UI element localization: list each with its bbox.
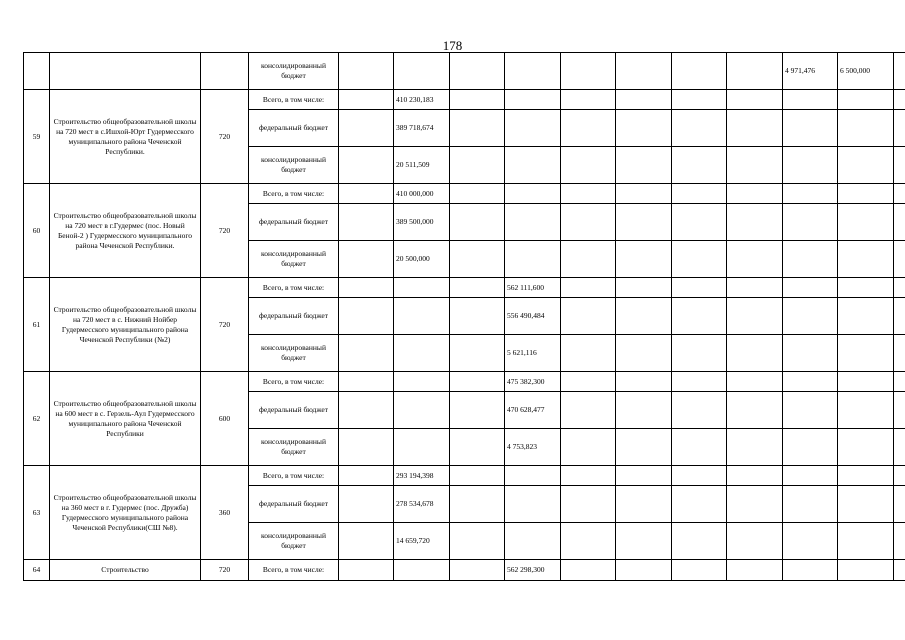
amount-cell bbox=[339, 278, 394, 298]
amount-cell bbox=[838, 372, 894, 392]
amount-cell bbox=[505, 204, 561, 241]
amount-cell bbox=[450, 90, 505, 110]
amount-cell bbox=[450, 53, 505, 90]
funding-source: федеральный бюджет bbox=[249, 204, 339, 241]
amount-cell bbox=[894, 335, 905, 372]
amount-cell bbox=[616, 110, 672, 147]
amount-cell bbox=[616, 429, 672, 466]
funding-source: федеральный бюджет bbox=[249, 486, 339, 523]
table-row bbox=[24, 184, 905, 204]
amount-cell bbox=[838, 184, 894, 204]
funding-source: федеральный бюджет bbox=[249, 392, 339, 429]
amount-cell bbox=[505, 241, 561, 278]
amount-cell bbox=[339, 560, 394, 581]
project-number: 61 bbox=[24, 278, 50, 372]
amount-cell bbox=[394, 429, 450, 466]
amount-cell bbox=[616, 278, 672, 298]
amount-cell: 470 628,477 bbox=[505, 392, 561, 429]
project-name: Строительство общеобразовательной школы на 600 мест в с. Герзель-Аул Гудермесского муниципального района Чеченской Республики bbox=[50, 372, 201, 466]
funding-source: консолидированный бюджет bbox=[249, 53, 339, 90]
amount-cell bbox=[505, 53, 561, 90]
amount-cell: 562 111,600 bbox=[505, 278, 561, 298]
amount-cell bbox=[561, 298, 616, 335]
project-name: Строительство bbox=[50, 560, 201, 581]
amount-cell bbox=[838, 90, 894, 110]
amount-cell bbox=[727, 204, 783, 241]
amount-cell bbox=[505, 184, 561, 204]
amount-cell bbox=[616, 90, 672, 110]
project-capacity: 360 bbox=[201, 466, 249, 560]
project-number: 60 bbox=[24, 184, 50, 278]
amount-cell bbox=[838, 110, 894, 147]
amount-cell bbox=[727, 110, 783, 147]
amount-cell bbox=[727, 298, 783, 335]
amount-cell bbox=[727, 335, 783, 372]
amount-cell: 4 753,823 bbox=[505, 429, 561, 466]
amount-cell bbox=[727, 466, 783, 486]
amount-cell bbox=[727, 429, 783, 466]
amount-cell bbox=[894, 560, 905, 581]
amount-cell bbox=[561, 204, 616, 241]
amount-cell bbox=[561, 560, 616, 581]
amount-cell bbox=[450, 184, 505, 204]
amount-cell bbox=[727, 560, 783, 581]
amount-cell bbox=[561, 53, 616, 90]
amount-cell bbox=[505, 523, 561, 560]
amount-cell bbox=[727, 184, 783, 204]
funding-source: федеральный бюджет bbox=[249, 110, 339, 147]
amount-cell bbox=[561, 184, 616, 204]
amount-cell bbox=[838, 523, 894, 560]
amount-cell: 293 194,398 bbox=[394, 466, 450, 486]
amount-cell bbox=[672, 298, 727, 335]
amount-cell bbox=[616, 184, 672, 204]
funding-source: консолидированный бюджет bbox=[249, 335, 339, 372]
amount-cell bbox=[672, 372, 727, 392]
project-number: 62 bbox=[24, 372, 50, 466]
funding-source: Всего, в том числе: bbox=[249, 184, 339, 204]
amount-cell bbox=[450, 204, 505, 241]
amount-cell bbox=[783, 560, 838, 581]
funding-source: консолидированный бюджет bbox=[249, 147, 339, 184]
amount-cell bbox=[838, 298, 894, 335]
amount-cell bbox=[561, 335, 616, 372]
funding-source: Всего, в том числе: bbox=[249, 278, 339, 298]
amount-cell: 475 382,300 bbox=[505, 372, 561, 392]
project-name bbox=[50, 53, 201, 90]
amount-cell bbox=[450, 392, 505, 429]
amount-cell bbox=[394, 335, 450, 372]
funding-source: консолидированный бюджет bbox=[249, 523, 339, 560]
amount-cell bbox=[783, 204, 838, 241]
project-capacity bbox=[201, 53, 249, 90]
amount-cell bbox=[672, 466, 727, 486]
amount-cell bbox=[339, 241, 394, 278]
amount-cell bbox=[561, 392, 616, 429]
amount-cell bbox=[783, 429, 838, 466]
amount-cell bbox=[894, 392, 905, 429]
amount-cell bbox=[727, 90, 783, 110]
amount-cell bbox=[616, 523, 672, 560]
amount-cell bbox=[394, 372, 450, 392]
budget-table bbox=[23, 52, 905, 581]
amount-cell bbox=[783, 184, 838, 204]
table-row bbox=[24, 53, 905, 90]
amount-cell bbox=[561, 90, 616, 110]
amount-cell bbox=[339, 184, 394, 204]
amount-cell bbox=[894, 466, 905, 486]
amount-cell bbox=[838, 278, 894, 298]
amount-cell bbox=[339, 110, 394, 147]
amount-cell: 20 500,000 bbox=[394, 241, 450, 278]
amount-cell bbox=[672, 392, 727, 429]
amount-cell bbox=[339, 486, 394, 523]
funding-source: консолидированный бюджет bbox=[249, 429, 339, 466]
amount-cell bbox=[838, 392, 894, 429]
amount-cell bbox=[561, 429, 616, 466]
amount-cell bbox=[838, 204, 894, 241]
amount-cell bbox=[783, 90, 838, 110]
amount-cell bbox=[450, 241, 505, 278]
amount-cell bbox=[505, 147, 561, 184]
project-name: Строительство общеобразовательной школы на 720 мест в г.Гудермес (пос. Новый Беной-2 ) Гудермесского муниципального района Чеченской Республики. bbox=[50, 184, 201, 278]
amount-cell: 14 659,720 bbox=[394, 523, 450, 560]
amount-cell bbox=[339, 90, 394, 110]
amount-cell bbox=[838, 486, 894, 523]
amount-cell bbox=[672, 429, 727, 466]
amount-cell bbox=[394, 298, 450, 335]
amount-cell: 389 500,000 bbox=[394, 204, 450, 241]
amount-cell bbox=[616, 466, 672, 486]
amount-cell bbox=[450, 298, 505, 335]
project-name: Строительство общеобразовательной школы на 720 мест в с.Ишхой-Юрт Гудермесского муниципального района Чеченской Республики. bbox=[50, 90, 201, 184]
amount-cell bbox=[838, 241, 894, 278]
amount-cell bbox=[394, 392, 450, 429]
funding-source: консолидированный бюджет bbox=[249, 241, 339, 278]
amount-cell bbox=[616, 53, 672, 90]
amount-cell bbox=[561, 278, 616, 298]
amount-cell bbox=[339, 204, 394, 241]
amount-cell bbox=[505, 90, 561, 110]
amount-cell bbox=[450, 486, 505, 523]
amount-cell: 556 490,484 bbox=[505, 298, 561, 335]
amount-cell: 6 500,000 bbox=[838, 53, 894, 90]
table-row bbox=[24, 372, 905, 392]
amount-cell bbox=[727, 523, 783, 560]
project-name: Строительство общеобразовательной школы на 720 мест в с. Нижний Нойбер Гудермесского муниципального района Чеченской Республики (№2) bbox=[50, 278, 201, 372]
amount-cell bbox=[450, 429, 505, 466]
amount-cell bbox=[616, 335, 672, 372]
amount-cell bbox=[894, 429, 905, 466]
amount-cell bbox=[727, 53, 783, 90]
amount-cell bbox=[561, 110, 616, 147]
amount-cell bbox=[672, 335, 727, 372]
project-name: Строительство общеобразовательной школы на 360 мест в г. Гудермес (пос. Дружба) Гудермесского муниципального района Чеченской Республики(СШ №8). bbox=[50, 466, 201, 560]
amount-cell bbox=[783, 392, 838, 429]
amount-cell bbox=[616, 241, 672, 278]
amount-cell bbox=[894, 184, 905, 204]
funding-source: Всего, в том числе: bbox=[249, 372, 339, 392]
amount-cell bbox=[394, 560, 450, 581]
amount-cell bbox=[727, 486, 783, 523]
amount-cell bbox=[561, 147, 616, 184]
amount-cell bbox=[672, 278, 727, 298]
amount-cell: 389 718,674 bbox=[394, 110, 450, 147]
project-capacity: 720 bbox=[201, 278, 249, 372]
amount-cell bbox=[505, 486, 561, 523]
amount-cell bbox=[783, 110, 838, 147]
amount-cell bbox=[894, 372, 905, 392]
amount-cell bbox=[339, 372, 394, 392]
amount-cell bbox=[561, 372, 616, 392]
amount-cell bbox=[783, 335, 838, 372]
amount-cell bbox=[894, 90, 905, 110]
amount-cell bbox=[894, 204, 905, 241]
amount-cell bbox=[450, 372, 505, 392]
amount-cell: 5 621,116 bbox=[505, 335, 561, 372]
funding-source: федеральный бюджет bbox=[249, 298, 339, 335]
funding-source: Всего, в том числе: bbox=[249, 466, 339, 486]
amount-cell bbox=[616, 204, 672, 241]
amount-cell bbox=[450, 560, 505, 581]
amount-cell bbox=[783, 372, 838, 392]
amount-cell bbox=[450, 335, 505, 372]
amount-cell bbox=[783, 298, 838, 335]
table-row bbox=[24, 560, 905, 581]
amount-cell bbox=[894, 298, 905, 335]
amount-cell bbox=[672, 560, 727, 581]
amount-cell bbox=[894, 53, 905, 90]
funding-source: Всего, в том числе: bbox=[249, 90, 339, 110]
project-number: 63 bbox=[24, 466, 50, 560]
amount-cell bbox=[727, 278, 783, 298]
amount-cell bbox=[727, 241, 783, 278]
amount-cell bbox=[727, 147, 783, 184]
amount-cell bbox=[672, 90, 727, 110]
project-capacity: 720 bbox=[201, 90, 249, 184]
funding-source: Всего, в том числе: bbox=[249, 560, 339, 581]
amount-cell bbox=[450, 523, 505, 560]
amount-cell bbox=[339, 523, 394, 560]
amount-cell bbox=[450, 110, 505, 147]
amount-cell bbox=[339, 335, 394, 372]
amount-cell bbox=[727, 392, 783, 429]
amount-cell: 562 298,300 bbox=[505, 560, 561, 581]
project-number: 64 bbox=[24, 560, 50, 581]
amount-cell bbox=[450, 147, 505, 184]
amount-cell bbox=[727, 372, 783, 392]
amount-cell bbox=[394, 53, 450, 90]
amount-cell bbox=[894, 486, 905, 523]
amount-cell bbox=[894, 523, 905, 560]
amount-cell bbox=[672, 147, 727, 184]
amount-cell bbox=[561, 523, 616, 560]
amount-cell bbox=[783, 466, 838, 486]
amount-cell bbox=[339, 53, 394, 90]
amount-cell bbox=[616, 372, 672, 392]
amount-cell bbox=[616, 392, 672, 429]
amount-cell bbox=[616, 560, 672, 581]
amount-cell bbox=[616, 147, 672, 184]
project-capacity: 720 bbox=[201, 560, 249, 581]
amount-cell bbox=[783, 241, 838, 278]
table-row bbox=[24, 278, 905, 298]
table-row bbox=[24, 90, 905, 110]
project-number: 59 bbox=[24, 90, 50, 184]
amount-cell bbox=[894, 110, 905, 147]
amount-cell bbox=[505, 110, 561, 147]
page-number: 178 bbox=[442, 38, 463, 53]
amount-cell bbox=[561, 241, 616, 278]
amount-cell bbox=[339, 298, 394, 335]
amount-cell bbox=[838, 147, 894, 184]
amount-cell bbox=[672, 110, 727, 147]
amount-cell bbox=[561, 486, 616, 523]
amount-cell bbox=[894, 278, 905, 298]
amount-cell: 20 511,509 bbox=[394, 147, 450, 184]
amount-cell bbox=[783, 486, 838, 523]
amount-cell bbox=[838, 429, 894, 466]
amount-cell bbox=[838, 560, 894, 581]
amount-cell: 4 971,476 bbox=[783, 53, 838, 90]
project-capacity: 600 bbox=[201, 372, 249, 466]
amount-cell bbox=[450, 278, 505, 298]
amount-cell bbox=[339, 466, 394, 486]
amount-cell bbox=[339, 147, 394, 184]
amount-cell bbox=[616, 298, 672, 335]
amount-cell bbox=[672, 184, 727, 204]
table-row bbox=[24, 466, 905, 486]
amount-cell bbox=[783, 147, 838, 184]
amount-cell: 410 000,000 bbox=[394, 184, 450, 204]
amount-cell bbox=[672, 53, 727, 90]
amount-cell bbox=[783, 523, 838, 560]
amount-cell: 410 230,183 bbox=[394, 90, 450, 110]
amount-cell bbox=[894, 241, 905, 278]
amount-cell: 278 534,678 bbox=[394, 486, 450, 523]
amount-cell bbox=[339, 392, 394, 429]
amount-cell bbox=[450, 466, 505, 486]
amount-cell bbox=[672, 204, 727, 241]
amount-cell bbox=[672, 241, 727, 278]
amount-cell bbox=[505, 466, 561, 486]
amount-cell bbox=[838, 466, 894, 486]
amount-cell bbox=[561, 466, 616, 486]
amount-cell bbox=[894, 147, 905, 184]
amount-cell bbox=[672, 523, 727, 560]
amount-cell bbox=[672, 486, 727, 523]
amount-cell bbox=[783, 278, 838, 298]
amount-cell bbox=[616, 486, 672, 523]
amount-cell bbox=[394, 278, 450, 298]
amount-cell bbox=[838, 335, 894, 372]
project-number bbox=[24, 53, 50, 90]
project-capacity: 720 bbox=[201, 184, 249, 278]
amount-cell bbox=[339, 429, 394, 466]
